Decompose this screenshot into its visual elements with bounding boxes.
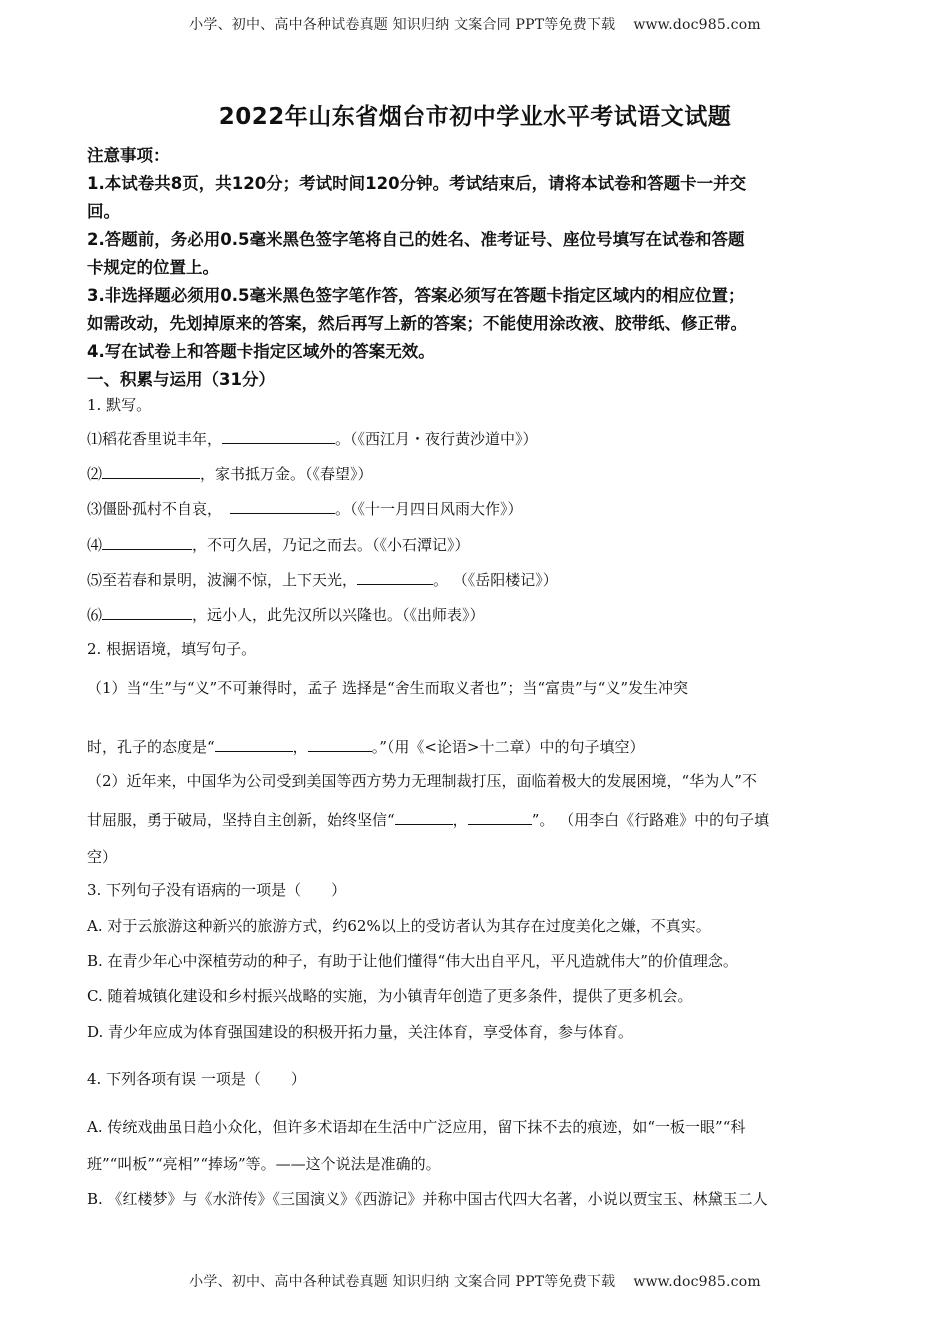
- q3-option-a: A. 对于云旅游这种新兴的旅游方式，约62%以上的受访者认为其存在过度美化之嫌，不真实。: [87, 917, 711, 935]
- notice-item-1b: 回。: [87, 202, 120, 221]
- answer-blank[interactable]: [357, 569, 433, 585]
- q2-part1-mid: ，: [292, 738, 308, 756]
- q1-item-4-post: ，不可久居，乃记之而去。（《小石潭记》）: [192, 536, 470, 554]
- q3-option-c: C. 随着城镇化建设和乡村振兴战略的实施，为小镇青年创造了更多条件，提供了更多机会。: [87, 987, 693, 1005]
- q1-item-6-post: ，远小人，此先汉所以兴隆也。（《出师表》）: [192, 606, 485, 624]
- q1-item-6-pre: ⑹: [87, 606, 103, 624]
- q1-item-4: [87, 534, 867, 555]
- answer-blank[interactable]: [395, 809, 453, 825]
- notice-item-3a: 3.非选择题必须用0.5毫米黑色签字笔作答，答案必须写在答题卡指定区域内的相应位置；: [87, 286, 745, 305]
- page-title: 2022年山东省烟台市初中学业水平考试语文试题: [218, 104, 732, 130]
- answer-blank[interactable]: [215, 736, 293, 752]
- q1-item-2-pre: ⑵: [87, 465, 103, 483]
- q2-part2-line3: 空）: [87, 848, 118, 866]
- q3-stem: 3. 下列句子没有语病的一项是（ ）: [87, 881, 347, 899]
- notice-item-2a: 2.答题前，务必用0.5毫米黑色签字笔将自己的姓名、准考证号、座位号填写在试卷和答题: [87, 230, 745, 249]
- q1-item-5-post: 。 （《岳阳楼记》）: [433, 571, 558, 589]
- notice-item-1a: 1.本试卷共8页，共120分；考试时间120分钟。考试结束后，请将本试卷和答题卡一并交: [87, 174, 747, 193]
- q2-part1-line2: [87, 736, 867, 757]
- answer-blank[interactable]: [308, 736, 372, 752]
- q1-item-3-post: 。（《十一月四日风雨大作》）: [335, 500, 523, 518]
- q1-item-3: [87, 498, 867, 519]
- q2-part2-pre: 甘屈服，勇于破局，坚持自主创新，始终坚信“: [87, 811, 395, 829]
- q3-option-d: D. 青少年应成为体育强国建设的积极开拓力量，关注体育，享受体育，参与体育。: [87, 1023, 634, 1041]
- footer-text: 小学、初中、高中各种试卷真题 知识归纳 文案合同 PPT等免费下载: [189, 1274, 616, 1290]
- q2-part2-line1: （2）近年来，中国华为公司受到美国等西方势力无理制裁打压，面临着极大的发展困境，“华为人”不: [87, 772, 757, 790]
- q4-option-a-line2: 班”“叫板”“亮相”“捧场”等。——这个说法是准确的。: [87, 1155, 441, 1173]
- q2-part2-mid: ，: [452, 811, 468, 829]
- q4-option-a-line1: A. 传统戏曲虽日趋小众化，但许多术语却在生活中广泛应用，留下抹不去的痕迹，如“一板一眼”“科: [87, 1118, 746, 1136]
- q2-part2-post: ”。 （用李白《行路难》中的句子填: [531, 811, 770, 829]
- notice-item-4: 4.写在试卷上和答题卡指定区域外的答案无效。: [87, 342, 435, 361]
- answer-blank[interactable]: [222, 428, 335, 444]
- page-footer: [0, 1271, 950, 1291]
- q1-item-2-post: ，家书抵万金。（《春望》）: [200, 465, 373, 483]
- q1-item-1: [87, 428, 867, 449]
- answer-blank[interactable]: [468, 809, 532, 825]
- q1-item-1-post: 。（《西江月・夜行黄沙道中》）: [335, 430, 538, 448]
- answer-blank[interactable]: [102, 463, 200, 479]
- q1-item-2: [87, 463, 867, 484]
- q2-part1-pre: 时，孔子的态度是“: [87, 738, 215, 756]
- footer-url[interactable]: www.doc985.com: [633, 1274, 761, 1290]
- q1-item-4-pre: ⑷: [87, 536, 103, 554]
- notice-heading: 注意事项：: [87, 146, 170, 165]
- header-url[interactable]: www.doc985.com: [633, 17, 761, 33]
- q1-item-6: [87, 604, 867, 625]
- q2-stem: 2. 根据语境，填写句子。: [87, 640, 257, 658]
- answer-blank[interactable]: [102, 534, 192, 550]
- header-text: 小学、初中、高中各种试卷真题 知识归纳 文案合同 PPT等免费下载: [189, 17, 616, 33]
- q4-option-b-line1: B. 《红楼梦》与《水浒传》《三国演义》《西游记》并称中国古代四大名著，小说以贾宝玉、林黛玉二人: [87, 1190, 768, 1208]
- section-heading: 一、积累与运用（31分）: [87, 370, 275, 389]
- q2-part2-line2: [87, 809, 867, 830]
- q4-stem: 4. 下列各项有误 一项是（ ）: [87, 1070, 306, 1088]
- answer-blank[interactable]: [230, 498, 335, 514]
- notice-item-2b: 卡规定的位置上。: [87, 258, 219, 277]
- answer-blank[interactable]: [102, 604, 192, 620]
- q2-part1-post: 。”（用《<论语>十二章）中的句子填空）: [371, 738, 645, 756]
- q2-part1-line1: （1）当“生”与“义”不可兼得时，孟子 选择是“舍生而取义者也”；当“富贵”与“义”发生冲突: [87, 679, 688, 697]
- q1-item-3-pre: ⑶僵卧孤村不自哀，: [87, 500, 223, 518]
- q1-item-5-pre: ⑸至若春和景明，波澜不惊，上下天光，: [87, 571, 358, 589]
- notice-item-3b: 如需改动，先划掉原来的答案，然后再写上新的答案；不能使用涂改液、胶带纸、修正带。: [87, 314, 747, 333]
- q1-item-1-pre: ⑴稻花香里说丰年，: [87, 430, 223, 448]
- q1-item-5: [87, 569, 867, 590]
- page-header: [0, 14, 950, 34]
- q3-option-b: B. 在青少年心中深植劳动的种子，有助于让他们懂得“伟大出自平凡，平凡造就伟大”的价值理念。: [87, 952, 738, 970]
- q1-stem: 1. 默写。: [87, 396, 152, 414]
